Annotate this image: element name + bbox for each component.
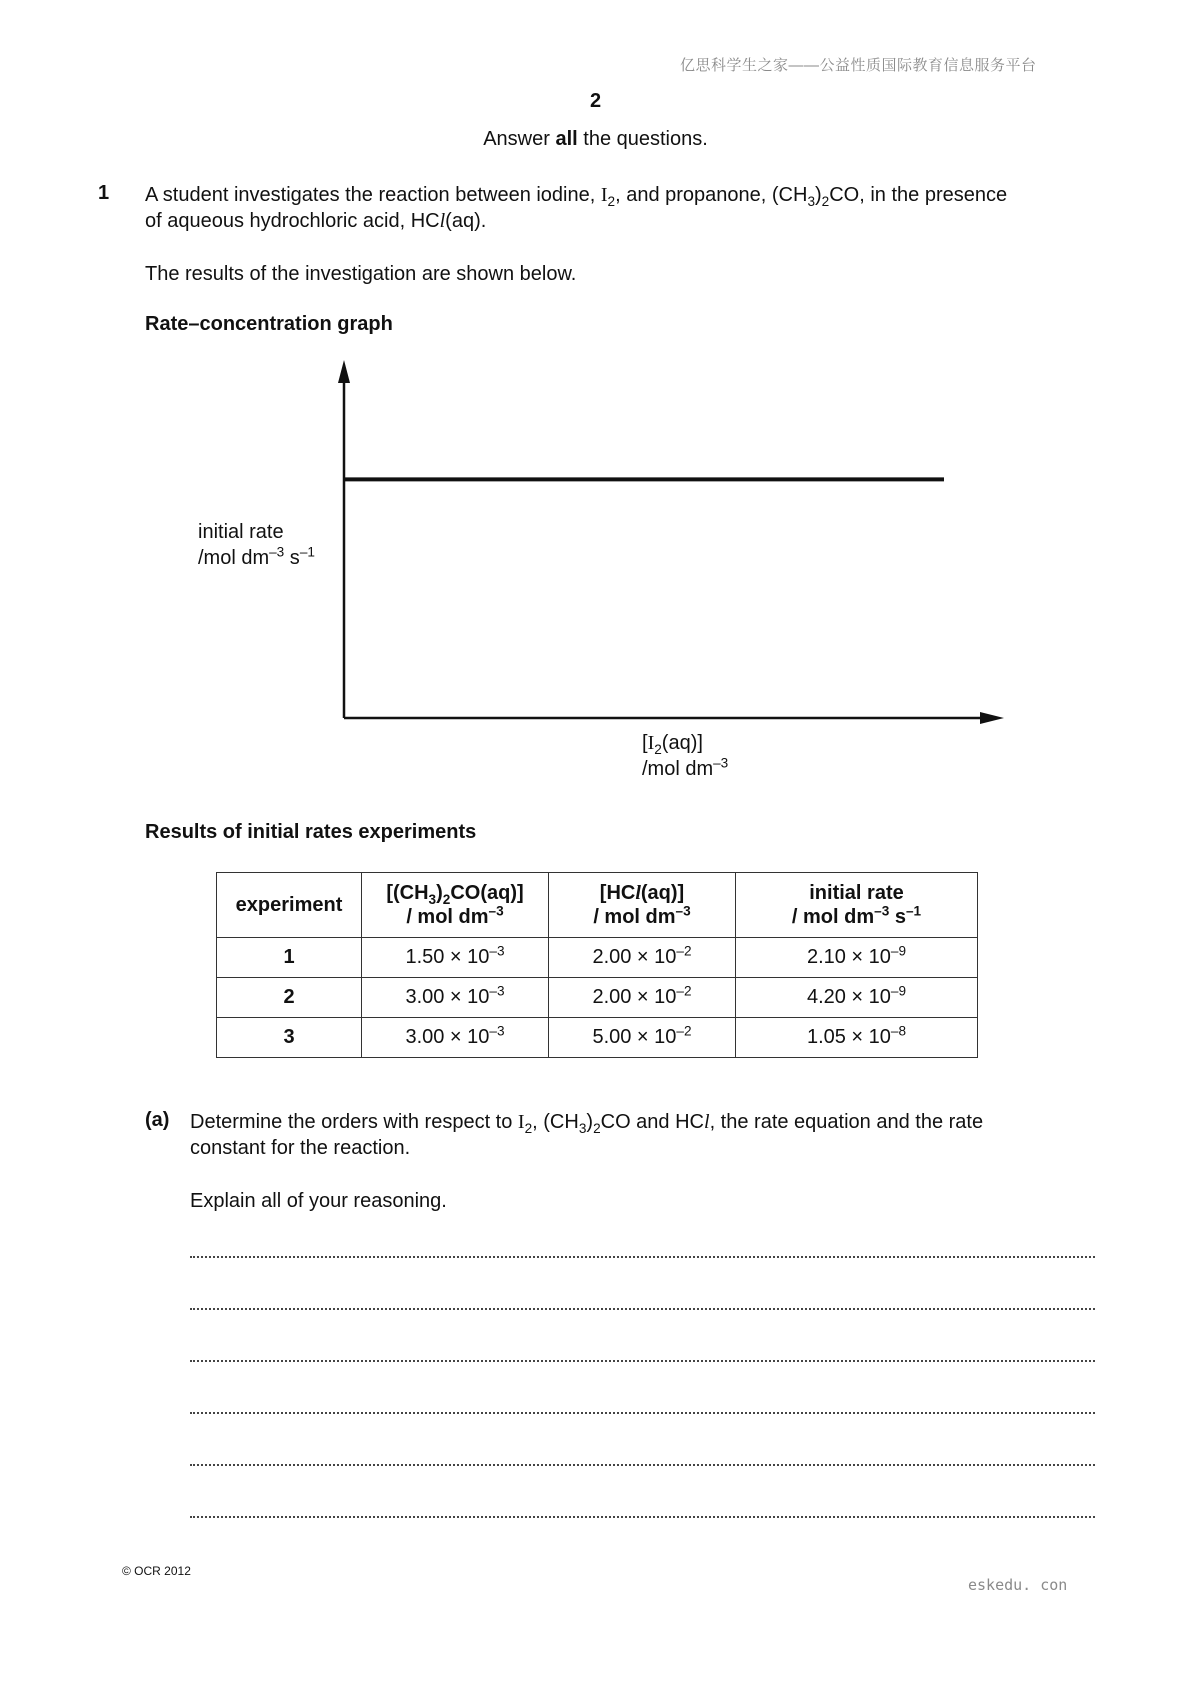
initial-rate: $1.05 \times 10^{-8}$ bbox=[736, 1018, 978, 1058]
part-a-question: Determine the orders with respect to $I_2$, $(CH_3)_2CO$ and HCl, the rate equation and the rate constant for the reaction. bbox=[190, 1111, 984, 1159]
answer-line[interactable] bbox=[190, 1514, 1095, 1518]
experiment-number: 3 bbox=[217, 1018, 362, 1058]
experiment-number: 2 bbox=[217, 978, 362, 1018]
col-header-initial-rate: initial rate / mol $dm^{-3}$ $s^{-1}$ bbox=[736, 873, 978, 938]
footer-copyright: © OCR 2012 bbox=[122, 1564, 191, 1578]
col-header-experiment: experiment bbox=[217, 873, 362, 938]
graph-heading: Rate–concentration graph bbox=[145, 313, 393, 335]
hcl-conc: $2.00 \times 10^{-2}$ bbox=[549, 978, 736, 1018]
header-watermark: 亿思科学生之家——公益性质国际教育信息服务平台 bbox=[680, 57, 1037, 74]
answer-line[interactable] bbox=[190, 1462, 1095, 1466]
results-table bbox=[216, 872, 978, 1058]
answer-line[interactable] bbox=[190, 1410, 1095, 1414]
table-row bbox=[217, 938, 978, 978]
hcl-conc: $5.00 \times 10^{-2}$ bbox=[549, 1018, 736, 1058]
propanone-conc: $3.00 \times 10^{-3}$ bbox=[362, 1018, 549, 1058]
answer-line[interactable] bbox=[190, 1254, 1095, 1258]
part-a-label: (a) bbox=[145, 1109, 170, 1131]
propanone-conc: $1.50 \times 10^{-3}$ bbox=[362, 938, 549, 978]
col-header-propanone: $[(CH_3)_2CO(aq)]$ / mol $dm^{-3}$ bbox=[362, 873, 549, 938]
y-axis-label: initial rate /mol $dm^{-3}$ $s^{-1}$ bbox=[198, 521, 315, 569]
instruction: Answer all the questions. bbox=[483, 128, 708, 150]
table-row bbox=[217, 978, 978, 1018]
table-heading: Results of initial rates experiments bbox=[145, 821, 477, 843]
answer-line[interactable] bbox=[190, 1358, 1095, 1362]
rate-concentration-graph bbox=[0, 0, 1191, 800]
results-intro: The results of the investigation are shown below. bbox=[145, 263, 577, 285]
propanone-conc: $3.00 \times 10^{-3}$ bbox=[362, 978, 549, 1018]
x-axis-arrow bbox=[980, 712, 1004, 724]
initial-rate: $2.10 \times 10^{-9}$ bbox=[736, 938, 978, 978]
footer-watermark: eskedu. con bbox=[968, 1576, 1068, 1594]
question-number: 1 bbox=[98, 182, 110, 204]
experiment-number: 1 bbox=[217, 938, 362, 978]
table-header-row bbox=[217, 873, 978, 938]
answer-line[interactable] bbox=[190, 1306, 1095, 1310]
question-intro: A student investigates the reaction between iodine, $I_2$, and propanone, $(CH_3)_2CO$, in the presence of aqueous hydrochloric acid, HCl(aq). bbox=[145, 184, 1008, 232]
col-header-hcl: [HCl(aq)] / mol $dm^{-3}$ bbox=[549, 873, 736, 938]
y-axis-arrow bbox=[338, 360, 350, 383]
table-row bbox=[217, 1018, 978, 1058]
page-number: 2 bbox=[589, 90, 602, 112]
x-axis-label: $[I_2(aq)]$ /mol $dm^{-3}$ bbox=[642, 732, 729, 780]
part-a-explain: Explain all of your reasoning. bbox=[190, 1190, 447, 1212]
hcl-conc: $2.00 \times 10^{-2}$ bbox=[549, 938, 736, 978]
initial-rate: $4.20 \times 10^{-9}$ bbox=[736, 978, 978, 1018]
